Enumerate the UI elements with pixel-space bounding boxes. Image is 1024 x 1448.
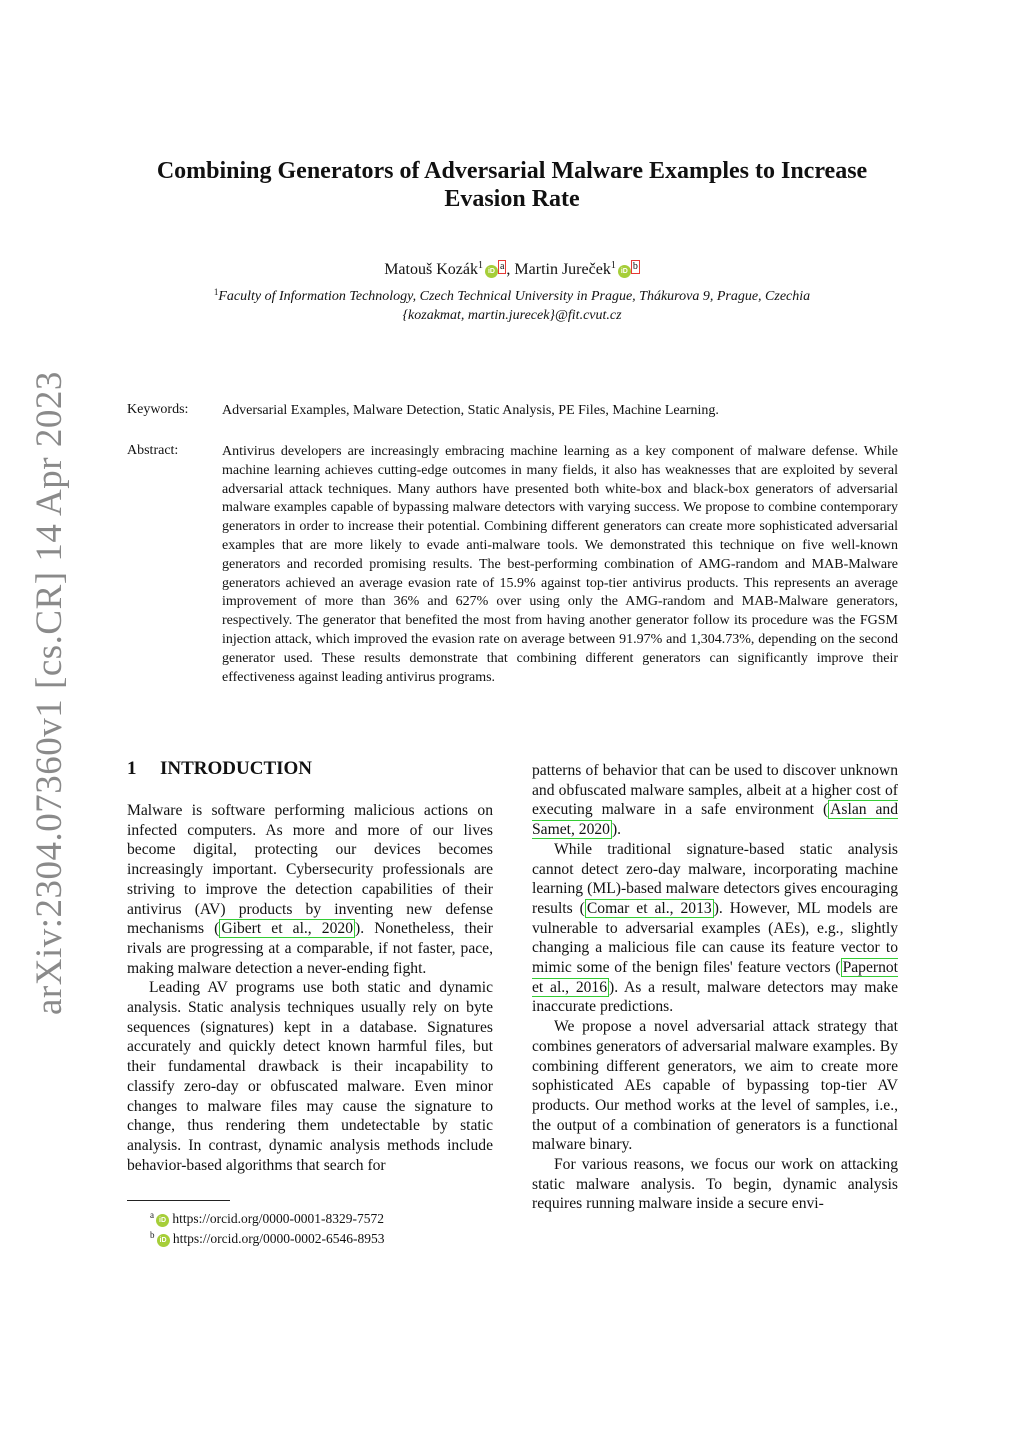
paper-title: Combining Generators of Adversarial Malware Examples to Increase Evasion Rate: [156, 158, 868, 212]
abstract-label: Abstract:: [127, 443, 179, 458]
citation-link[interactable]: Aslan and Samet, 2020: [532, 801, 898, 839]
footnote-link[interactable]: b: [632, 261, 638, 272]
paragraph: Malware is software performing malicious actions on infected computers. As more and more of our lives become digital, protecting our devices becomes increasingly important. Cybersecurity professionals are striving to improve the detection capabilities of their antivirus (AV) products by inventing new defense mechanisms ( Gibert et al., 2020 ). Nonetheless, their rivals are progressing at a comparable, if not faster, pace, making malware detection a never-ending fight.: [127, 802, 493, 977]
author-line: Matouš Kozák$^1$iD a , Martin Jureček$^1$iD b: [384, 260, 638, 278]
footnote: [150, 1206, 384, 1228]
affiliation-mark: 1: [213, 287, 219, 297]
paragraph: While traditional signature-based static analysis cannot detect zero-day malware, incorporating machine learning (ML)-based malware detectors gives encouraging results ( Comar et al., 2013 ). However, ML models are vulnerable to adversarial examples (AEs), e.g., slightly changing a malicious file can cause its feature vector to mimic some of the benign files' feature vectors ( Papernot et al., 2016 ). As a result, malware detectors may make inaccurate predictions.: [532, 840, 898, 1016]
citation-link[interactable]: Gibert et al., 2020: [221, 920, 353, 938]
orcid-icon: iD: [157, 1234, 170, 1247]
orcid-url[interactable]: https://orcid.org/0000-0002-6546-8953: [172, 1231, 385, 1246]
keywords-label: Keywords:: [127, 402, 189, 417]
left-column: [127, 801, 493, 1175]
citation-link[interactable]: Papernot et al., 2016: [532, 959, 898, 996]
footnote-mark: a: [150, 1210, 154, 1220]
author-affiliation-mark: 1: [477, 260, 483, 271]
footnote-mark: b: [150, 1230, 155, 1240]
orcid-icon[interactable]: iD: [618, 265, 631, 278]
paragraph: patterns of behavior that can be used to discover unknown and obfuscated malware samples, albeit at a higher cost of executing malware in a safe environment ( Aslan and Samet, 2020 ).: [532, 762, 898, 839]
footnote: [150, 1226, 385, 1248]
paragraph: For various reasons, we focus our work on attacking static malware analysis. To begin, dynamic analysis requires running malware inside a secure envi-: [532, 1156, 898, 1213]
affiliation-block: [120, 283, 904, 325]
footnote-link[interactable]: a: [499, 261, 505, 272]
section-number: 1: [127, 758, 137, 779]
paragraph: We propose a novel adversarial attack strategy that combines generators of adversarial malware examples. By combining different generators, we aim to create more sophisticated AEs capable of bypassing top-tier AV products. Our method works at the level of samples, i.e., the output of a combination of generators is a functional malware binary.: [532, 1018, 898, 1154]
right-column: [532, 761, 898, 1214]
paragraph: Leading AV programs use both static and dynamic analysis. Static analysis techniques usually rely on byte sequences (signatures) kept in a database. Signatures accurately and quickly detect known harmful files, but their fundamental drawback is their incapability to classify zero-day or obfuscated malware. Even minor changes to malware files may cause the signature to change, thus rendering them undetectable by static analysis. In contrast, dynamic analysis methods include behavior-based algorithms that search for: [127, 979, 493, 1174]
author-name: Matouš Kozák: [384, 261, 478, 278]
author-emails: {kozakmat, martin.jurecek}@fit.cvut.cz: [402, 308, 622, 323]
orcid-url[interactable]: https://orcid.org/0000-0001-8329-7572: [172, 1211, 384, 1226]
section-title: INTRODUCTION: [160, 758, 313, 779]
abstract-text: Antivirus developers are increasingly embracing machine learning as a key component of malware defense. While machine learning achieves cutting-edge outcomes in many fields, it also has weaknesses that are exploited by several adversarial attack techniques. Many authors have presented both white-box and black-box generators of adversarial malware examples capable of bypassing malware detectors with varying success. We propose to combine contemporary generators in order to increase their potential. Combining different generators can create more sophisticated adversarial examples that are more likely to evade anti-malware tools. We demonstrated this technique on five well-known generators and recorded promising results. The best-performing combination of AMG-random and MAB-Malware generators achieved an average evasion rate of 15.9% against top-tier antivirus products. This represents an average improvement of more than 36% and 627% over using only the AMG-random and MAB-Malware generators, respectively. The generator that benefited the most from having another generator follow its procedure was the FGSM injection attack, which improved the evasion rate on average between 91.97% and 1,304.73%, depending on the second generator used. These results demonstrate that combining different generators can significantly improve their effectiveness against leading antivirus programs.: [222, 444, 898, 685]
author-affiliation-mark: 1: [610, 260, 616, 271]
keywords-text: Adversarial Examples, Malware Detection, Static Analysis, PE Files, Machine Learning.: [222, 403, 719, 418]
orcid-icon[interactable]: iD: [485, 265, 498, 278]
orcid-icon: iD: [156, 1214, 169, 1227]
footnote-divider: [127, 1200, 230, 1201]
arxiv-identifier-stamp: arXiv:2304.07360v1 [cs.CR] 14 Apr 2023: [29, 371, 70, 1015]
citation-link[interactable]: Comar et al., 2013: [586, 899, 712, 917]
affiliation-text: Faculty of Information Technology, Czech Technical University in Prague, Thákurova 9, Prague, Czechia: [218, 289, 811, 304]
section-heading: [127, 758, 312, 780]
author-name: Martin Jureček: [514, 261, 611, 278]
